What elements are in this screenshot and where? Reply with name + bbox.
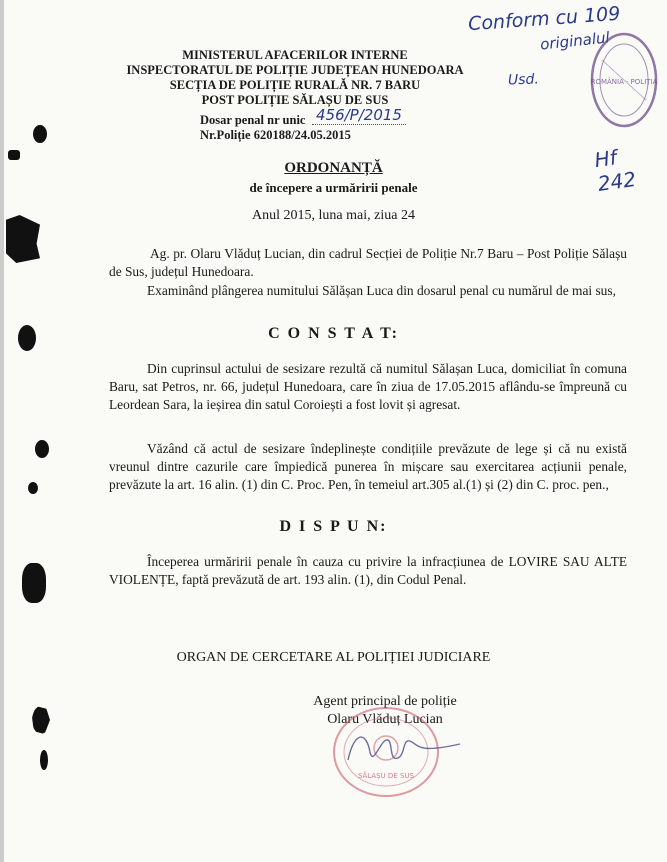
punch-hole bbox=[33, 125, 47, 143]
dosar-label: Dosar penal nr unic bbox=[200, 113, 306, 127]
certified-copy-note: Conform cu 109 bbox=[467, 2, 621, 36]
intro-paragraph-1: Ag. pr. Olaru Vlăduț Lucian, din cadrul Secției de Poliție Nr.7 Baru – Post Poliție Sălașu de Sus, județul Hunedoara. bbox=[109, 246, 627, 279]
constat-paragraph-1: Din cuprinsul actului de sesizare rezultă că numitul Sălașan Luca, domiciliat în comuna Baru, sat Petros, nr. 66, județul Hunedoara, care în ziua de 17.05.2015 aflându-se împreună cu Leordean Sara, la ieșirea din satul Coroiești a fost lovit și agresat. bbox=[109, 361, 627, 412]
dispun-paragraph: Începerea urmăririi penale în cauza cu privire la infracțiunea de LOVIRE SAU ALTE VIOLENȚE, faptă prevăzută de art. 193 alin. (1), din Codul Penal. bbox=[109, 554, 627, 587]
punch-hole bbox=[28, 482, 38, 494]
page-title: ORDONANȚĂ bbox=[284, 160, 383, 176]
official-stamp-top bbox=[588, 30, 660, 130]
certified-copy-note-2: originalul bbox=[539, 28, 611, 54]
left-edge-shadow bbox=[0, 0, 4, 862]
punch-hole bbox=[32, 706, 50, 734]
signature-scribble bbox=[340, 722, 470, 772]
ministry-name: MINISTERUL AFACERILOR INTERNE bbox=[182, 48, 408, 62]
date-line: Anul 2015, luna mai, ziua 24 bbox=[252, 208, 415, 223]
punch-hole bbox=[8, 150, 20, 160]
signatory-name: Olaru Vlăduț Lucian bbox=[327, 712, 443, 727]
constat-heading: C O N S T A T: bbox=[268, 325, 399, 342]
punch-hole bbox=[40, 750, 48, 770]
section-name: SECȚIA DE POLIȚIE RURALĂ NR. 7 BARU bbox=[169, 78, 421, 92]
constat-paragraph-2: Văzând că actul de sesizare îndeplinește condițiile prevăzute de lege și că nu există vreunul dintre cazurile care împiedică punerea în mișcare sau exercitarea acțiunii penale, prevăzute la art. 16 alin. (1) din C. Proc. Pen, în temeiul art.305 al.(1) și (2) din C. proc. pen., bbox=[109, 441, 627, 492]
page-subtitle: de începere a urmăririi penale bbox=[249, 180, 418, 195]
dispun-heading: D I S P U N: bbox=[279, 518, 388, 535]
stamp-text: SĂLAȘU DE SUS bbox=[358, 772, 414, 780]
organ-title: ORGAN DE CERCETARE AL POLIȚIEI JUDICIARE bbox=[176, 650, 491, 665]
nr-politie: Nr.Poliție 620188/24.05.2015 bbox=[200, 128, 351, 142]
post-name: POST POLIȚIE SĂLAȘU DE SUS bbox=[201, 93, 389, 107]
margin-note: Hf 242 bbox=[592, 145, 638, 196]
intro-paragraph-2: Examinând plângerea numitului Sălășan Luca din dosarul penal cu numărul de mai sus, bbox=[147, 283, 616, 298]
dosar-number: 456/P/2015 bbox=[312, 106, 406, 125]
inspectorate-name: INSPECTORATUL DE POLIȚIE JUDEȚEAN HUNEDOARA bbox=[126, 63, 464, 77]
initials-note: Usd. bbox=[507, 71, 540, 89]
signatory-role: Agent principal de poliție bbox=[313, 694, 457, 709]
punch-hole bbox=[35, 440, 49, 458]
torn-edge bbox=[22, 563, 46, 603]
stamp-text: ROMÂNIA · POLIȚIA bbox=[590, 78, 658, 86]
